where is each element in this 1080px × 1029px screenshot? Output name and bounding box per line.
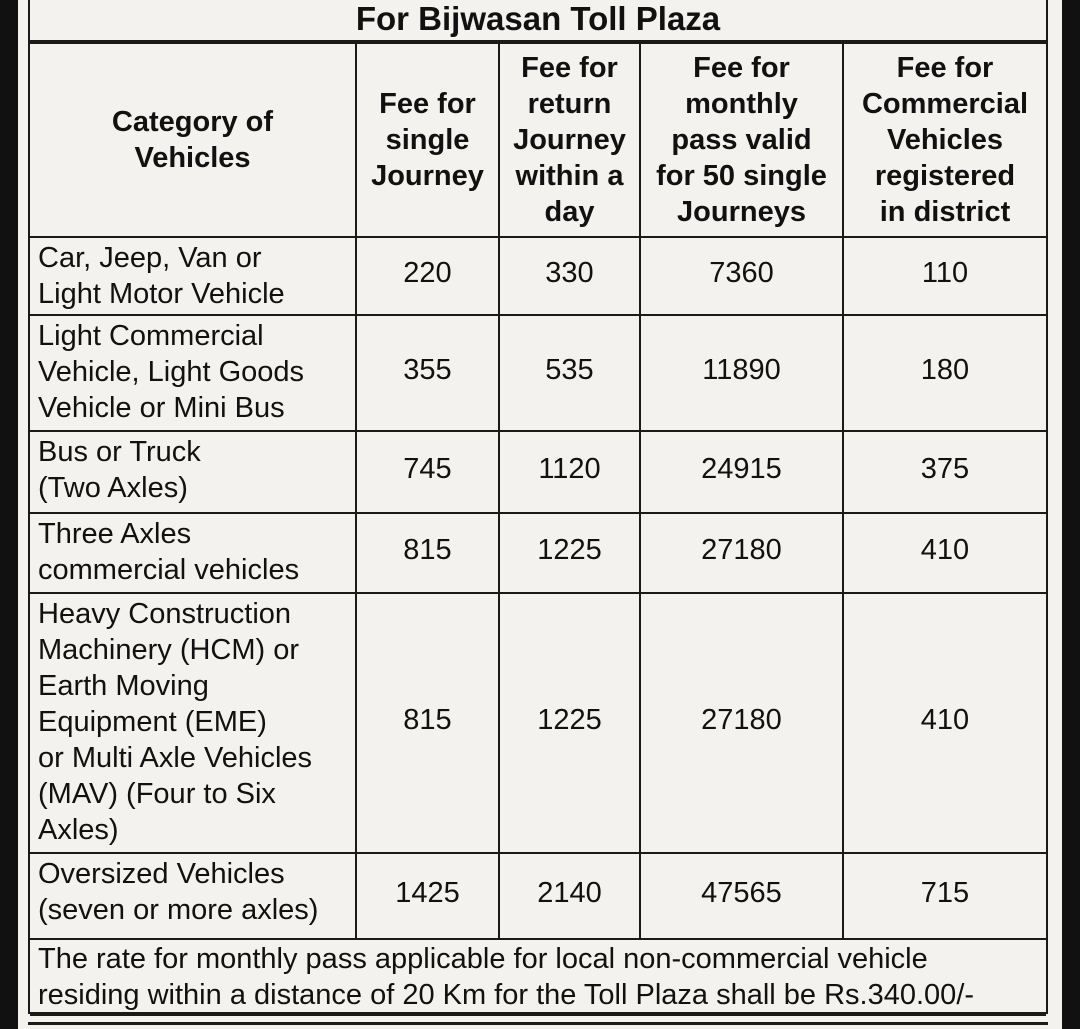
fee-commercial: 375 [843, 431, 1046, 513]
fee-single: 355 [356, 315, 499, 431]
fee-single: 815 [356, 593, 499, 853]
header-commercial-district: Fee for Commercial Vehicles registered in district [843, 43, 1046, 237]
fee-single: 745 [356, 431, 499, 513]
table-row [30, 315, 1046, 431]
monthly-pass-note: The rate for monthly pass applicable for local non-commercial vehicle residing within a distance of 20 Km for the Toll Plaza shall be Rs.340.00/- [30, 939, 1046, 1015]
page-title: For Bijwasan Toll Plaza [30, 0, 1046, 42]
row-category: Bus or Truck (Two Axles) [30, 431, 356, 513]
fee-commercial: 410 [843, 513, 1046, 593]
fee-commercial: 715 [843, 853, 1046, 939]
fee-return: 535 [499, 315, 640, 431]
table-row [30, 853, 1046, 939]
header-row [30, 43, 1046, 237]
table-row [30, 593, 1046, 853]
row-category: Three Axles commercial vehicles [30, 513, 356, 593]
fee-return: 1120 [499, 431, 640, 513]
table-row [30, 431, 1046, 513]
fee-monthly: 24915 [640, 431, 843, 513]
fee-single: 220 [356, 237, 499, 315]
fee-monthly: 11890 [640, 315, 843, 431]
fee-commercial: 410 [843, 593, 1046, 853]
note-row [30, 939, 1046, 1015]
row-category: Car, Jeep, Van or Light Motor Vehicle [30, 237, 356, 315]
header-return-journey: Fee for return Journey within a day [499, 43, 640, 237]
fee-commercial: 180 [843, 315, 1046, 431]
fee-monthly: 27180 [640, 593, 843, 853]
fee-commercial: 110 [843, 237, 1046, 315]
document-page [18, 0, 1062, 1029]
fee-return: 1225 [499, 513, 640, 593]
row-category: Heavy Construction Machinery (HCM) or Earth Moving Equipment (EME) or Multi Axle Vehicles (MAV) (Four to Six Axles) [30, 593, 356, 853]
fee-return: 2140 [499, 853, 640, 939]
fee-return: 1225 [499, 593, 640, 853]
row-category: Light Commercial Vehicle, Light Goods Vehicle or Mini Bus [30, 315, 356, 431]
fee-monthly: 27180 [640, 513, 843, 593]
header-monthly-pass: Fee for monthly pass valid for 50 single Journeys [640, 43, 843, 237]
table-row [30, 513, 1046, 593]
fee-single: 815 [356, 513, 499, 593]
fee-monthly: 7360 [640, 237, 843, 315]
bottom-rule [28, 1022, 1048, 1025]
table-row [30, 237, 1046, 315]
header-category: Category of Vehicles [30, 43, 356, 237]
toll-fee-table [30, 42, 1046, 1016]
header-single-journey: Fee for single Journey [356, 43, 499, 237]
fee-return: 330 [499, 237, 640, 315]
fee-single: 1425 [356, 853, 499, 939]
fee-monthly: 47565 [640, 853, 843, 939]
row-category: Oversized Vehicles (seven or more axles) [30, 853, 356, 939]
